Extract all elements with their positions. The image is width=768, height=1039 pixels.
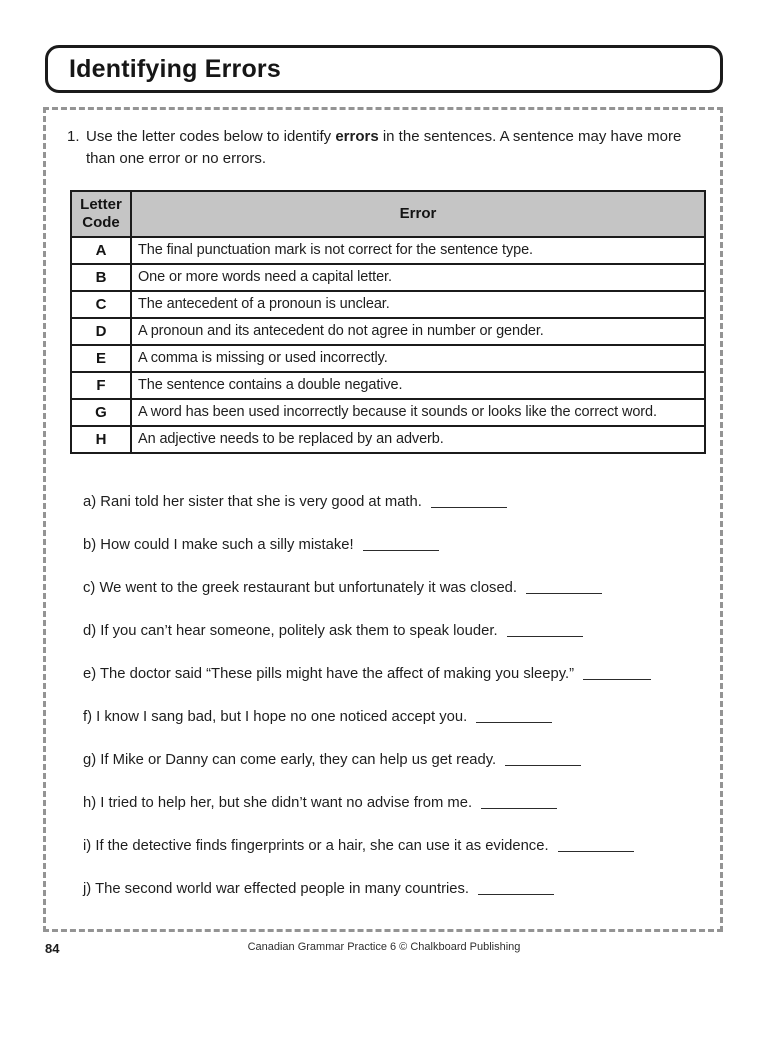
sentence-text: The second world war effected people in many countries. <box>95 880 470 897</box>
error-description: A pronoun and its antecedent do not agree in number or gender. <box>131 318 705 345</box>
error-description: The antecedent of a pronoun is unclear. <box>131 291 705 318</box>
sentence-label: f) <box>83 708 93 725</box>
page-title: Identifying Errors <box>69 54 281 83</box>
sentence-label: e) <box>83 665 97 682</box>
answer-blank[interactable] <box>363 550 439 551</box>
sentence-item-h <box>83 795 702 812</box>
letter-code: C <box>71 291 131 318</box>
footer-credit: Canadian Grammar Practice 6 © Chalkboard Publishing <box>247 941 521 953</box>
letter-code: A <box>71 237 131 264</box>
instruction <box>67 126 702 170</box>
sentence-item-d <box>83 623 702 640</box>
sentence-text: If you can’t hear someone, politely ask them to speak louder. <box>100 622 498 639</box>
sentence-text: The doctor said “These pills might have the affect of making you sleepy.” <box>100 665 575 682</box>
sentence-label: a) <box>83 493 97 510</box>
sentence-text: I tried to help her, but she didn’t want no advise from me. <box>100 794 473 811</box>
instruction-text <box>86 126 694 170</box>
sentence-text: If the detective finds fingerprints or a hair, she can use it as evidence. <box>95 837 549 854</box>
answer-blank[interactable] <box>526 593 602 594</box>
sentence-item-g <box>83 752 702 769</box>
sentence-label: b) <box>83 536 97 553</box>
letter-code: D <box>71 318 131 345</box>
worksheet-page <box>0 45 768 959</box>
letter-code: G <box>71 399 131 426</box>
instruction-bold: errors <box>335 128 379 145</box>
table-row <box>71 291 705 318</box>
answer-blank[interactable] <box>431 507 507 508</box>
sentence-item-a <box>83 494 702 511</box>
error-codes-table <box>70 190 706 454</box>
table-row <box>71 372 705 399</box>
sentence-label: i) <box>83 837 92 854</box>
exercise-container <box>43 107 723 932</box>
sentence-list <box>83 494 702 898</box>
error-description: The sentence contains a double negative. <box>131 372 705 399</box>
letter-code: F <box>71 372 131 399</box>
table-row <box>71 264 705 291</box>
sentence-label: g) <box>83 751 97 768</box>
answer-blank[interactable] <box>481 808 557 809</box>
answer-blank[interactable] <box>507 636 583 637</box>
table-row <box>71 237 705 264</box>
letter-code: B <box>71 264 131 291</box>
table-row <box>71 426 705 453</box>
error-description: The final punctuation mark is not correct for the sentence type. <box>131 237 705 264</box>
title-box <box>45 45 723 93</box>
letter-code: H <box>71 426 131 453</box>
answer-blank[interactable] <box>478 894 554 895</box>
sentence-label: h) <box>83 794 97 811</box>
sentence-label: d) <box>83 622 97 639</box>
answer-blank[interactable] <box>505 765 581 766</box>
error-description: A comma is missing or used incorrectly. <box>131 345 705 372</box>
answer-blank[interactable] <box>583 679 651 680</box>
sentence-item-c <box>83 580 702 597</box>
sentence-item-b <box>83 537 702 554</box>
sentence-label: j) <box>83 880 92 897</box>
answer-blank[interactable] <box>558 851 634 852</box>
sentence-text: We went to the greek restaurant but unfortunately it was closed. <box>99 579 518 596</box>
table-row <box>71 345 705 372</box>
instruction-number: 1. <box>67 128 80 145</box>
error-description: An adjective needs to be replaced by an adverb. <box>131 426 705 453</box>
sentence-text: How could I make such a silly mistake! <box>100 536 354 553</box>
error-description: A word has been used incorrectly because it sounds or looks like the correct word. <box>131 399 705 426</box>
answer-blank[interactable] <box>476 722 552 723</box>
sentence-text: Rani told her sister that she is very good at math. <box>100 493 422 510</box>
letter-code-header: Letter Code <box>71 191 131 237</box>
sentence-label: c) <box>83 579 96 596</box>
instruction-post: in the sentences. A sentence may have more than one error or no errors. <box>86 128 682 167</box>
sentence-item-j <box>83 881 702 898</box>
error-header: Error <box>131 191 705 237</box>
sentence-text: I know I sang bad, but I hope no one noticed accept you. <box>96 708 468 725</box>
page-footer <box>0 941 768 959</box>
error-description: One or more words need a capital letter. <box>131 264 705 291</box>
sentence-item-e <box>83 666 702 683</box>
letter-code: E <box>71 345 131 372</box>
table-row <box>71 399 705 426</box>
instruction-pre: Use the letter codes below to identify <box>86 128 336 145</box>
sentence-item-f <box>83 709 702 726</box>
table-header-row <box>71 191 705 237</box>
page-number: 84 <box>45 941 60 956</box>
sentence-item-i <box>83 838 702 855</box>
sentence-text: If Mike or Danny can come early, they can help us get ready. <box>100 751 497 768</box>
table-row <box>71 318 705 345</box>
